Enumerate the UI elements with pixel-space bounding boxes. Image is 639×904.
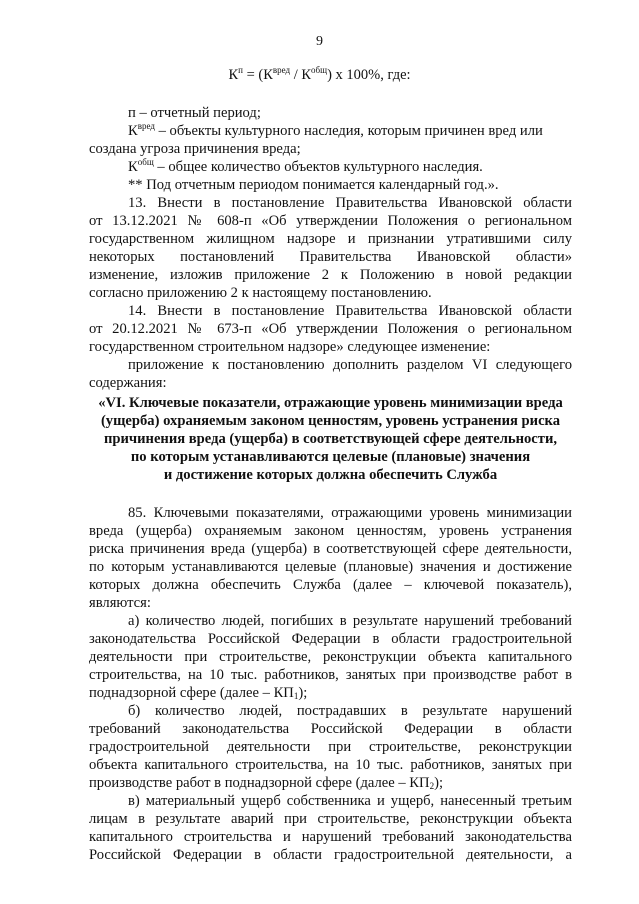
item-v-line: капитального строительства и нарушений требований законодательства bbox=[89, 829, 572, 845]
item-13-line: согласно приложению 2 к настоящему постановлению. bbox=[89, 285, 432, 301]
item-13-line: от 13.12.2021 № 608-п «Об утверждении Положения о региональном bbox=[89, 213, 572, 229]
item-14-line: 14. Внести в постановление Правительства Ивановской области bbox=[128, 303, 572, 319]
section-heading-line: «VI. Ключевые показатели, отражающие уровень минимизации вреда bbox=[98, 395, 563, 411]
item-b-line: производстве работ в поднадзорной сфере (далее – $КП_2$); bbox=[89, 775, 443, 791]
item-a-line: поднадзорной сфере (далее – $КП_1$); bbox=[89, 685, 308, 701]
item-13-line: изменение, изложив приложение 2 к Положению в новой редакции bbox=[89, 267, 572, 283]
item-b-line: объекта капитального строительства, на 10 тыс. работников, занятых при bbox=[89, 757, 572, 773]
item-b-line: б) количество людей, пострадавших в результате нарушений bbox=[128, 703, 572, 719]
definition-k-vred-cont: создана угроза причинения вреда; bbox=[89, 141, 301, 157]
paragraph-85-line: которых должна обеспечить Служба (далее – ключевой показатель), bbox=[89, 577, 572, 593]
item-v-line: лицам в результате аварий при строительстве, реконструкции объекта bbox=[89, 811, 572, 827]
page-number: 9 bbox=[316, 34, 323, 49]
item-13-line: 13. Внести в постановление Правительства Ивановской области bbox=[128, 195, 572, 211]
paragraph-85-line: вреда (ущерба) охраняемым законом ценностям, уровень устранения bbox=[89, 523, 572, 539]
item-14-line: содержания: bbox=[89, 375, 167, 391]
section-heading-line: причинения вреда (ущерба) в соответствующей сфере деятельности, bbox=[103, 431, 558, 447]
item-v-line: Российской Федерации в области градостроительной деятельности, а bbox=[89, 847, 572, 863]
item-a-line: деятельности при строительстве, реконструкции объекта капитального bbox=[89, 649, 572, 665]
definition-p: п – отчетный период; bbox=[128, 105, 261, 121]
item-a-line: законодательства Российской Федерации в области градостроительной bbox=[89, 631, 572, 647]
item-13-line: некоторых постановлений Правительства Ивановской области» bbox=[89, 249, 572, 265]
footnote: ** Под отчетным периодом понимается календарный год.». bbox=[128, 177, 499, 193]
item-14-line: приложение к постановлению дополнить разделом VI следующего bbox=[128, 357, 572, 373]
item-13-line: государственном жилищном надзоре и признании утратившими силу bbox=[89, 231, 572, 247]
formula: $К^п = (К^{вред} / К^{общ})$ x 100%, где: bbox=[228, 65, 411, 83]
item-v-line: в) материальный ущерб собственника и ущерб, нанесенный третьим bbox=[128, 793, 572, 809]
item-a-line: а) количество людей, погибших в результате нарушений требований bbox=[128, 613, 572, 629]
item-b-line: градостроительной деятельности при строительстве, реконструкции bbox=[89, 739, 572, 755]
paragraph-85-line: риска причинения вреда (ущерба) в соответствующей сфере деятельности, bbox=[89, 541, 572, 557]
definition-k-obsh: $К^{общ}$ – общее количество объектов культурного наследия. bbox=[128, 157, 483, 175]
section-heading-line: (ущерба) охраняемым законом ценностям, уровень устранения риска bbox=[100, 413, 561, 429]
paragraph-85-line: являются: bbox=[89, 595, 151, 611]
item-b-line: требований законодательства Российской Федерации в области bbox=[89, 721, 572, 737]
item-14-line: от 20.12.2021 № 673-п «Об утверждении Положения о региональном bbox=[89, 321, 572, 337]
definition-k-vred: $К^{вред}$ – объекты культурного наследия, которым причинен вред или bbox=[128, 121, 543, 139]
section-heading-line: и достижение которых должна обеспечить Служба bbox=[163, 467, 498, 483]
item-a-line: строительства, на 10 тыс. работников, занятых при производстве работ в bbox=[89, 667, 572, 683]
paragraph-85-line: по которым устанавливаются целевые (плановые) значения и достижение bbox=[89, 559, 572, 575]
paragraph-85-line: 85. Ключевыми показателями, отражающими уровень минимизации bbox=[128, 505, 572, 521]
section-heading-line: по которым устанавливаются целевые (плановые) значения bbox=[130, 449, 531, 465]
item-14-line: государственном строительном надзоре» следующее изменение: bbox=[89, 339, 491, 355]
